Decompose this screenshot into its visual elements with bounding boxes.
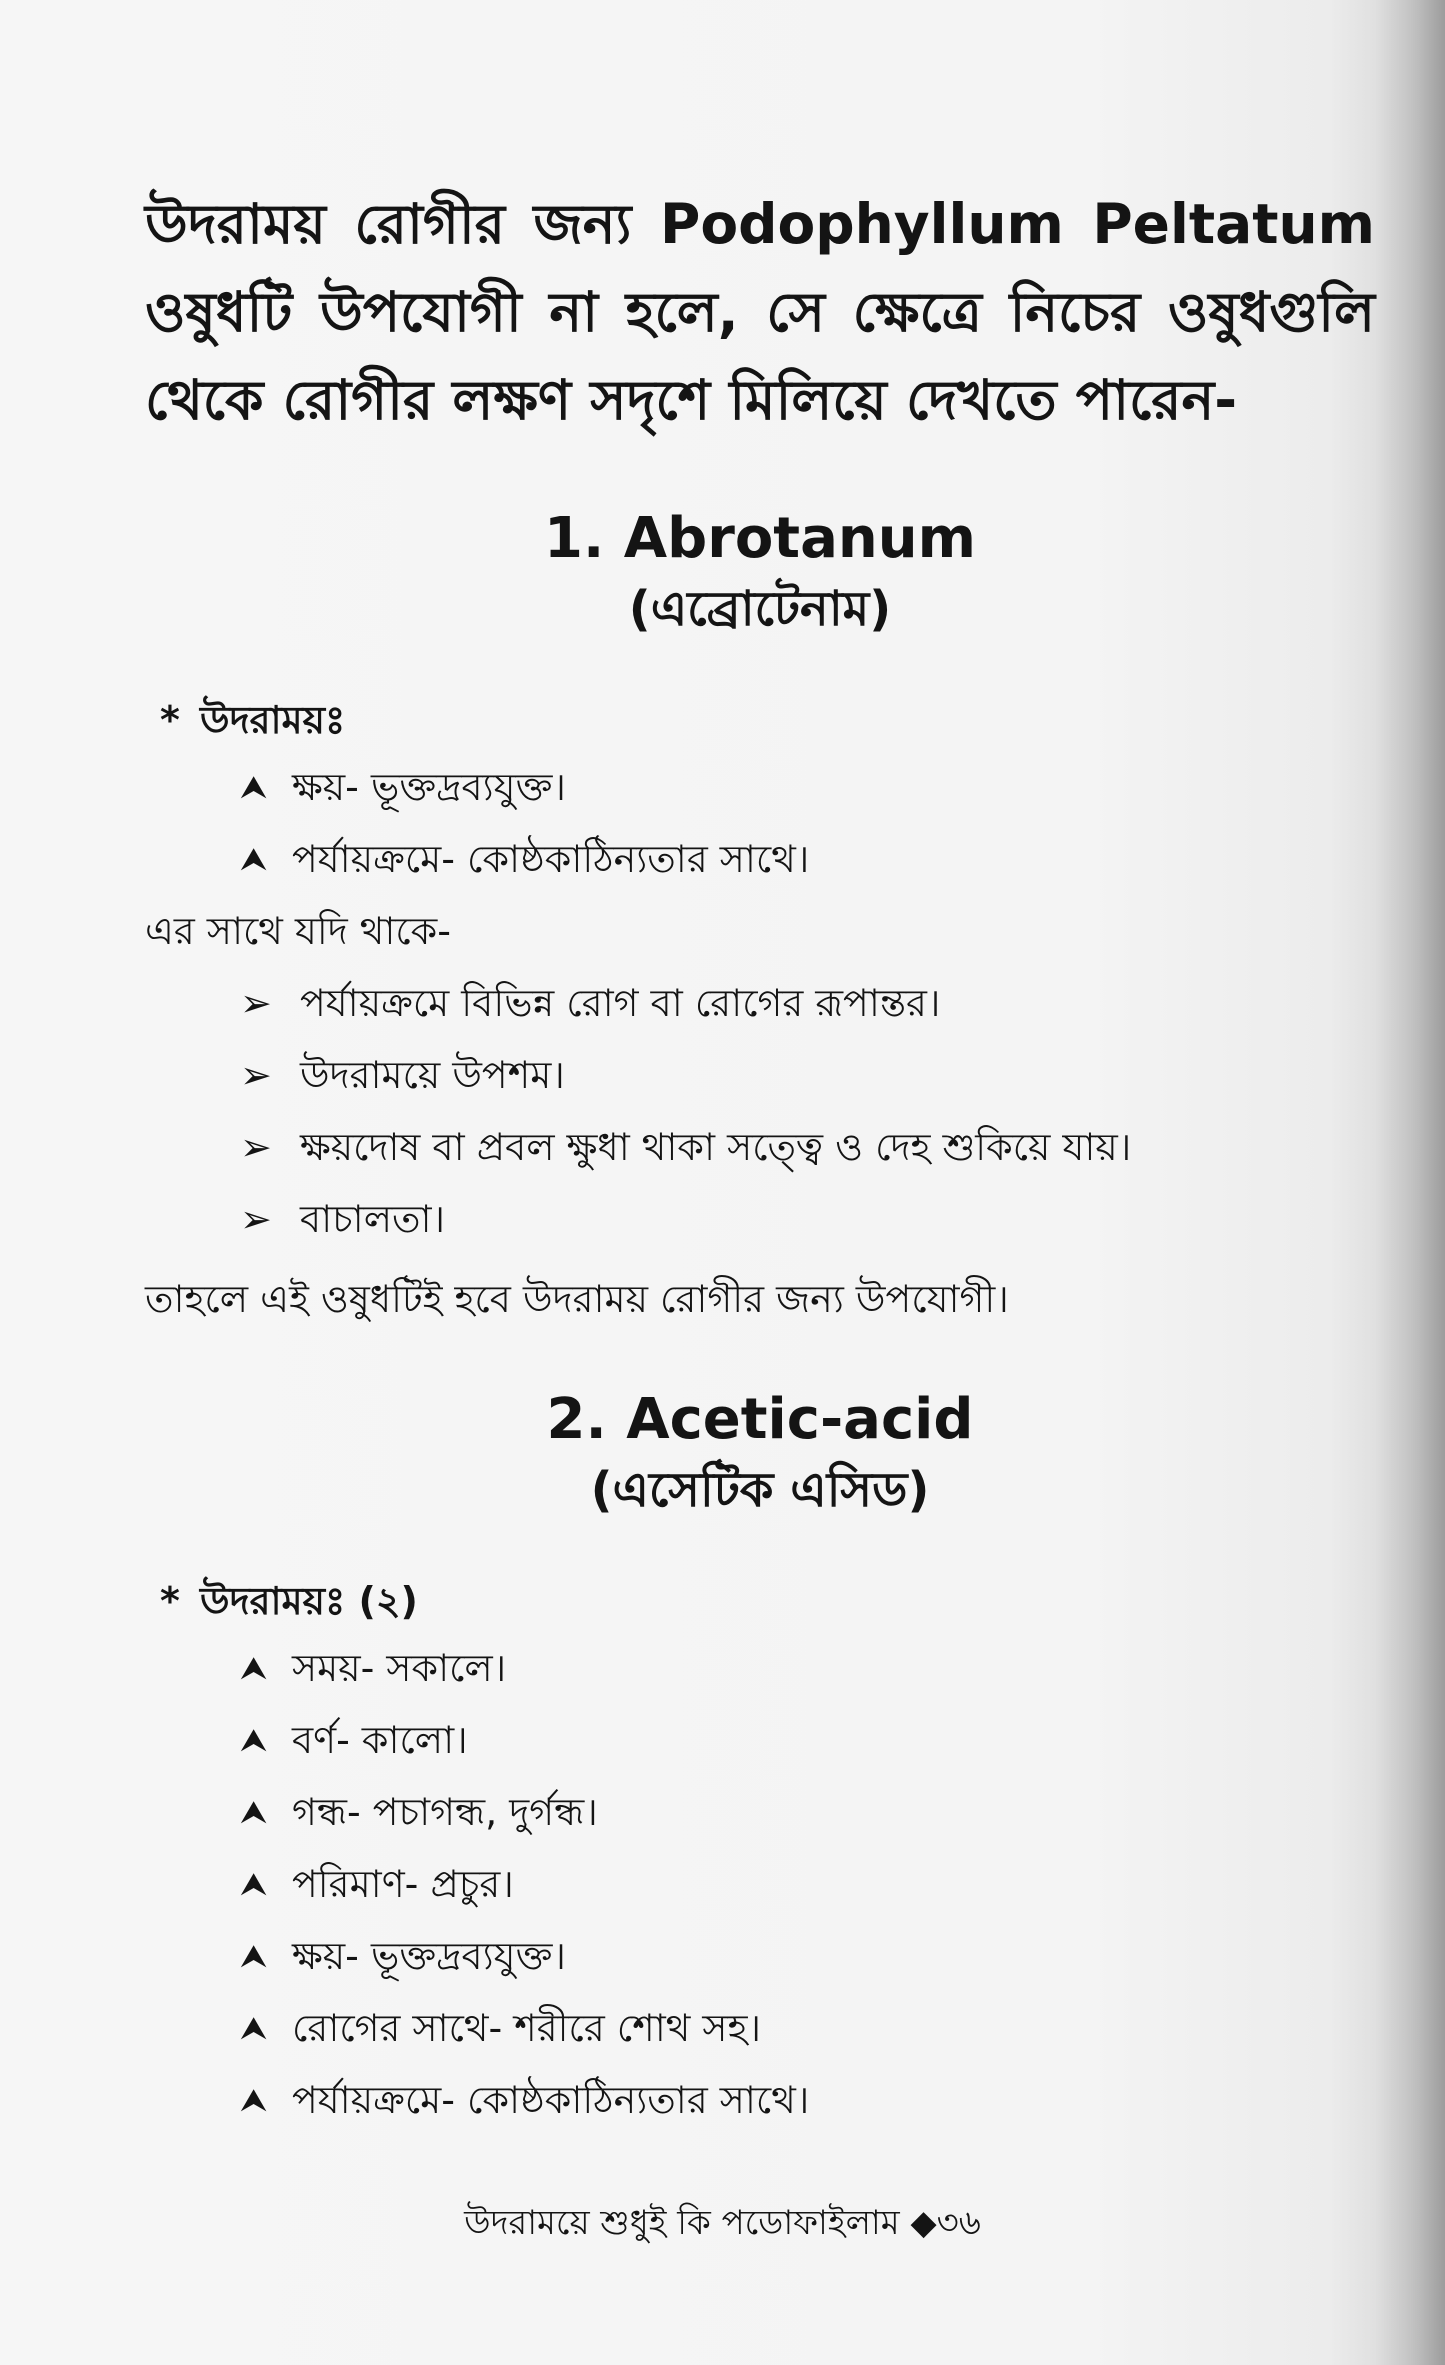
asterisk-icon: * (160, 698, 180, 742)
symptom-text: ক্ষয়- ভূক্তদ্রব্যযুক্ত। (292, 1934, 567, 1978)
remedy-subtitle: (এব্রোটেনাম) (628, 581, 892, 637)
triangle-bullet-icon: ⮝ (240, 840, 268, 878)
symptom-item (240, 751, 1375, 823)
symptom-item (240, 823, 1375, 895)
triangle-bullet-icon: ⮝ (240, 1865, 268, 1903)
triangle-bullet-icon: ⮝ (240, 768, 268, 806)
page-number: ৩৬ (936, 2203, 981, 2243)
condition-item (240, 1039, 1375, 1111)
symptom-item (240, 1992, 1375, 2064)
symptom-heading (160, 1570, 1375, 1632)
symptom-item (240, 2064, 1375, 2136)
triangle-bullet-icon: ⮝ (240, 1721, 268, 1759)
symptom-text: ক্ষয়- ভূক্তদ্রব্যযুক্ত। (292, 765, 567, 809)
intro-paragraph: উদরাময় রোগীর জন্য Podophyllum Peltatum ওষুধটি উপযোগী না হলে, সে ক্ষেত্রে নিচের ওষুধগুলি থেকে রোগীর লক্ষণ সদৃশে মিলিয়ে দেখতে পারেন- (145, 192, 1375, 432)
condition-text: বাচালতা। (300, 1197, 446, 1241)
arrow-bullet-icon: ➢ (240, 1125, 272, 1169)
symptom-text: পর্যায়ক্রমে- কোষ্ঠকাঠিন্যতার সাথে। (292, 837, 810, 881)
condition-item (240, 1111, 1375, 1183)
symptom-item (240, 1776, 1375, 1848)
arrow-bullet-icon: ➢ (240, 981, 272, 1025)
symptom-text: পরিমাণ- প্রচুর। (292, 1862, 514, 1906)
footer-title: উদরাময়ে শুধুই কি পডোফাইলাম (464, 2203, 900, 2243)
symptom-heading (160, 689, 1375, 751)
arrow-bullet-icon: ➢ (240, 1197, 272, 1241)
triangle-bullet-icon: ⮝ (240, 1937, 268, 1975)
spine-shadow (1375, 0, 1445, 2365)
remedy-subtitle: (এসেটিক এসিড) (590, 1462, 930, 1518)
asterisk-icon: * (160, 1579, 180, 1623)
condition-text: পর্যায়ক্রমে বিভিন্ন রোগ বা রোগের রূপান্তর। (300, 981, 941, 1025)
symptom-item (240, 1920, 1375, 1992)
symptom-item (240, 1704, 1375, 1776)
remedy-section-acetic-acid (145, 1385, 1375, 2136)
page-content (145, 180, 1375, 2186)
if-present-text: এর সাথে যদি থাকে- (145, 909, 451, 953)
condition-text: ক্ষয়দোষ বা প্রবল ক্ষুধা থাকা সত্ত্বে ও দেহ শুকিয়ে যায়। (300, 1125, 1132, 1169)
symptom-text: গন্ধ- পচাগন্ধ, দুর্গন্ধ। (292, 1790, 598, 1834)
remedy-title: 1. Abrotanum (544, 506, 976, 571)
condition-item (240, 1183, 1375, 1255)
remedy-section-abrotanum (145, 504, 1375, 1335)
conclusion-text: তাহলে এই ওষুধটিই হবে উদরাময় রোগীর জন্য উপযোগী। (145, 1277, 1009, 1321)
symptom-text: বর্ণ- কালো। (292, 1718, 468, 1762)
arrow-bullet-icon: ➢ (240, 1053, 272, 1097)
triangle-bullet-icon: ⮝ (240, 2009, 268, 2047)
triangle-bullet-icon: ⮝ (240, 1793, 268, 1831)
condition-text: উদরাময়ে উপশম। (300, 1053, 565, 1097)
page-footer (0, 2198, 1445, 2248)
remedy-title: 2. Acetic-acid (546, 1387, 974, 1452)
symptom-text: পর্যায়ক্রমে- কোষ্ঠকাঠিন্যতার সাথে। (292, 2078, 810, 2122)
diamond-icon: ◆ (910, 2203, 937, 2243)
symptom-text: রোগের সাথে- শরীরে শোথ সহ। (292, 2006, 762, 2050)
symptom-item (240, 1848, 1375, 1920)
symptom-item (240, 1632, 1375, 1704)
triangle-bullet-icon: ⮝ (240, 2081, 268, 2119)
symptom-text: সময়- সকালে। (292, 1646, 507, 1690)
symptom-heading-text: উদরাময়ঃ (২) (200, 1579, 418, 1623)
symptom-heading-text: উদরাময়ঃ (200, 698, 346, 742)
condition-item (240, 967, 1375, 1039)
triangle-bullet-icon: ⮝ (240, 1649, 268, 1687)
